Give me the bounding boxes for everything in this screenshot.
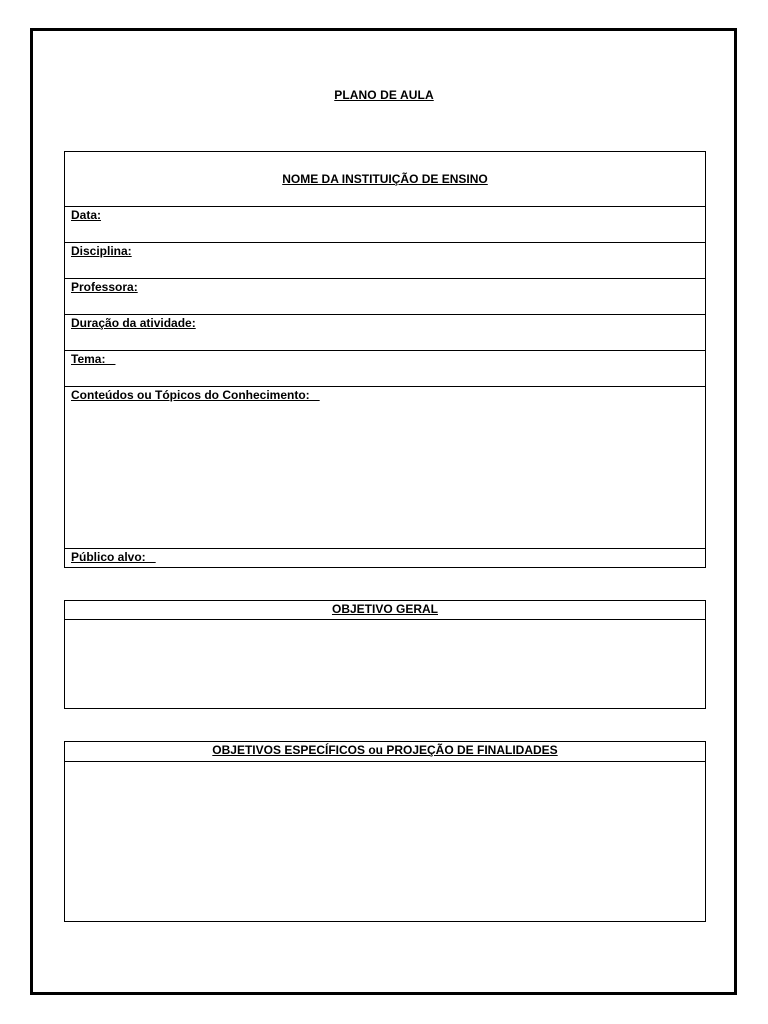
general-objective-box (64, 600, 706, 709)
specific-objectives-heading: OBJETIVOS ESPECÍFICOS ou PROJEÇÃO DE FINALIDADES (212, 743, 558, 757)
field-label-audience: Público alvo: (71, 550, 156, 564)
specific-objectives-content[interactable] (65, 762, 705, 921)
general-objective-content[interactable] (65, 620, 705, 708)
document-title: PLANO DE AULA (334, 88, 434, 102)
field-row-duration[interactable] (65, 315, 705, 351)
general-objective-header (65, 601, 705, 620)
specific-objectives-box (64, 741, 706, 922)
field-row-teacher[interactable] (65, 279, 705, 315)
field-label-contents: Conteúdos ou Tópicos do Conhecimento: (71, 388, 320, 402)
field-label-date: Data: (71, 208, 102, 222)
field-row-contents[interactable] (65, 387, 705, 549)
identification-table (64, 151, 706, 568)
field-label-duration: Duração da atividade: (71, 316, 196, 330)
field-label-theme: Tema: (71, 352, 116, 366)
field-label-teacher: Professora: (71, 280, 138, 294)
field-row-date[interactable] (65, 207, 705, 243)
field-row-theme[interactable] (65, 351, 705, 387)
institution-name: NOME DA INSTITUIÇÃO DE ENSINO (282, 172, 488, 186)
field-row-audience[interactable] (65, 549, 705, 567)
field-row-discipline[interactable] (65, 243, 705, 279)
field-label-discipline: Disciplina: (71, 244, 132, 258)
general-objective-heading: OBJETIVO GERAL (331, 602, 438, 616)
specific-objectives-header (65, 742, 705, 762)
institution-row (65, 152, 705, 207)
